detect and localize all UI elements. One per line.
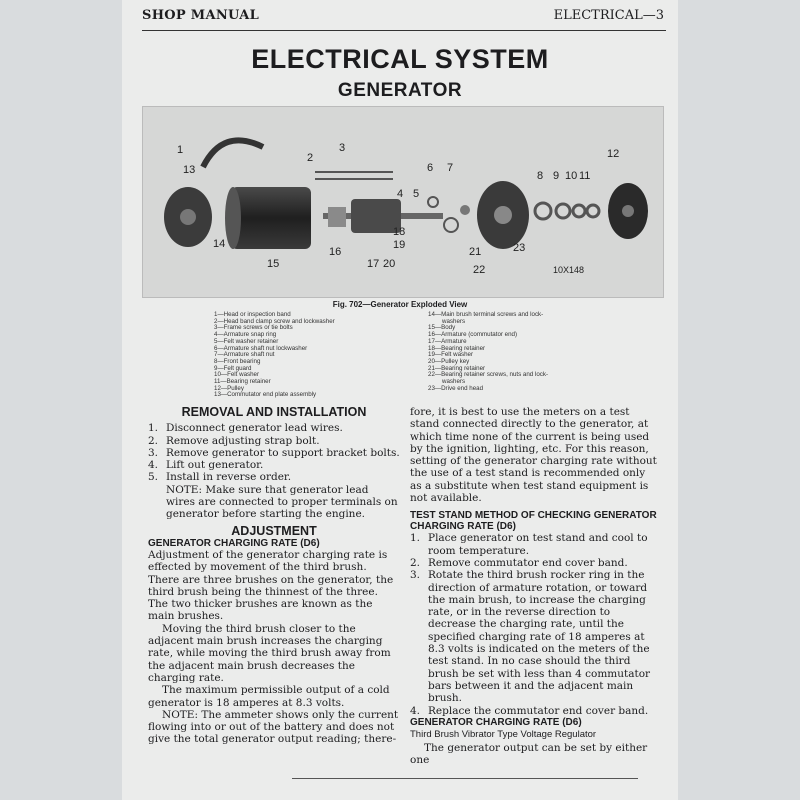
legend-item: washers	[442, 317, 466, 325]
left-column	[148, 406, 400, 746]
legend-item: 6—Armature shaft nut lockwasher	[214, 344, 308, 352]
legend-item: 3—Frame screws or tie bolts	[214, 324, 293, 332]
callout-2: 2	[307, 152, 314, 164]
legend-item: 17—Armature	[428, 337, 467, 345]
test-stand-steps	[410, 532, 660, 716]
callout-3: 3	[339, 142, 346, 154]
callout-15: 15	[267, 258, 280, 270]
paragraph: Moving the third brush closer to the adjacent main brush increases the charging rate, while moving the third brush away from the adjacent main brush decreases the charging rate.	[148, 622, 391, 684]
legend-item: 1—Head or inspection band	[214, 311, 291, 318]
right-column	[410, 406, 660, 767]
callout-21: 21	[469, 246, 482, 258]
header-rule	[142, 30, 666, 31]
legend-item: 12—Pulley	[214, 384, 244, 392]
legend-item: 7—Armature shaft nut	[214, 351, 275, 359]
page-subtitle: GENERATOR	[337, 80, 463, 101]
callout-8: 8	[537, 170, 544, 182]
callout-11: 11	[579, 170, 591, 182]
removal-note: NOTE: Make sure that generator lead wires are connected to proper terminals on generator before starting the engine.	[166, 483, 398, 521]
legend-item: 9—Felt guard	[214, 364, 252, 372]
callout-14: 14	[213, 238, 226, 250]
legend-item: 16—Armature (commutator end)	[428, 331, 518, 339]
list-item: 4. Lift out generator.	[148, 459, 264, 472]
paragraph: Adjustment of the generator charging rate is effected by movement of the third brush. There are three brushes on the generator, the third brush being the thinnest of the three. The two thicker brushes are known as the main brushes.	[148, 548, 394, 623]
callout-7: 7	[447, 162, 454, 174]
legend-item: washers	[442, 378, 466, 386]
exploded-view-photo	[142, 106, 664, 298]
list-item: 4. Replace the commutator end cover band.	[410, 704, 649, 717]
callout-20: 20	[383, 258, 396, 270]
manual-page	[122, 0, 678, 800]
page-title: ELECTRICAL SYSTEM	[251, 44, 549, 74]
list-item: 5. Install in reverse order.	[148, 471, 292, 484]
paragraph: NOTE: The ammeter shows only the current flowing into or out of the battery and does not give the total generator output reading; there-	[148, 708, 399, 746]
list-item: 2. Remove adjusting strap bolt.	[148, 434, 320, 447]
adjustment-heading: ADJUSTMENT	[231, 523, 317, 538]
callout-1: 1	[177, 144, 184, 156]
adjustment-subheading: GENERATOR CHARGING RATE (D6)	[148, 537, 320, 549]
callout-23: 23	[513, 242, 526, 254]
test-stand-heading: TEST STAND METHOD OF CHECKING GENERATOR CHARGING RATE (D6)	[410, 510, 657, 533]
callout-18: 18	[393, 226, 406, 238]
legend-item: 22—Bearing retainer screws, nuts and lock-	[428, 371, 549, 379]
legend-item: 10—Felt washer	[214, 371, 260, 379]
continued-paragraph: fore, it is best to use the meters on a test stand connected directly to the generator, at which time none of the current is being used by the ignition, lighting, etc. For this reason, setting of the generator charging rate without the use of a test stand is recommended only as a substitute when test stand equipment is not available.	[410, 406, 657, 505]
legend-item: 5—Felt washer retainer	[214, 337, 279, 345]
legend-item: 4—Armature snap ring	[214, 331, 277, 339]
callout-10: 10	[565, 170, 578, 182]
figure-legend-right	[428, 312, 608, 392]
callout-12: 12	[607, 148, 620, 160]
callout-9: 9	[553, 170, 560, 182]
list-item: 2. Remove commutator end cover band.	[410, 556, 628, 569]
charging-heading: GENERATOR CHARGING RATE (D6)	[410, 716, 582, 728]
legend-item: 19—Felt washer	[428, 351, 474, 359]
callout-22: 22	[473, 264, 486, 276]
legend-item: 8—Front bearing	[214, 357, 261, 365]
callout-17: 17	[367, 258, 380, 270]
removal-heading: REMOVAL AND INSTALLATION	[181, 405, 367, 419]
figure-code: 10X148	[553, 265, 585, 275]
legend-item: 11—Bearing retainer	[214, 378, 271, 386]
legend-item: 23—Drive end head	[428, 384, 484, 392]
legend-item: 20—Pulley key	[428, 357, 470, 365]
paragraph: The generator output can be set by either one	[410, 742, 648, 767]
charging-subheading: Third Brush Vibrator Type Voltage Regulator	[410, 728, 597, 740]
running-header-right: ELECTRICAL—3	[553, 8, 664, 23]
callout-5: 5	[413, 188, 420, 200]
list-item: 3. Remove generator to support bracket bolts.	[148, 446, 400, 459]
legend-item: 18—Bearing retainer	[428, 344, 486, 352]
callout-6: 6	[427, 162, 434, 174]
callout-19: 19	[393, 239, 406, 251]
paragraph: The maximum permissible output of a cold generator is 18 amperes at 8.3 volts.	[148, 684, 390, 709]
list-item: 1. Disconnect generator lead wires.	[148, 422, 343, 435]
footer-rule	[292, 778, 638, 779]
legend-item: 14—Main brush terminal screws and lock-	[428, 311, 544, 318]
list-item: 1. Place generator on test stand and cool to room temperature.	[410, 532, 648, 557]
legend-item: 2—Head band clamp screw and lockwasher	[214, 317, 335, 325]
removal-steps	[148, 422, 400, 483]
running-header-left: SHOP MANUAL	[142, 8, 260, 23]
callout-16: 16	[329, 246, 342, 258]
legend-item: 15—Body	[428, 324, 456, 332]
callout-13: 13	[183, 164, 196, 176]
callout-4: 4	[397, 188, 404, 200]
legend-item: 13—Commutator end plate assembly	[214, 391, 317, 399]
list-item: 3. Rotate the third brush rocker ring in the direction of armature rotation, or toward the main brush, to increase the charging rate, or in the reverse direction to decrease the charging rate, until the specified charging rate of 18 amperes at 8.3 volts is indicated on the meters of the test stand. In no case should the third brush be set with less than 4 commutator bars between it and the adjacent main brush.	[410, 569, 651, 705]
legend-item: 21—Bearing retainer	[428, 364, 486, 372]
figure-legend-left	[214, 312, 404, 399]
figure-caption: Fig. 702—Generator Exploded View	[332, 300, 468, 309]
generator-exploded-illustration	[143, 107, 663, 297]
